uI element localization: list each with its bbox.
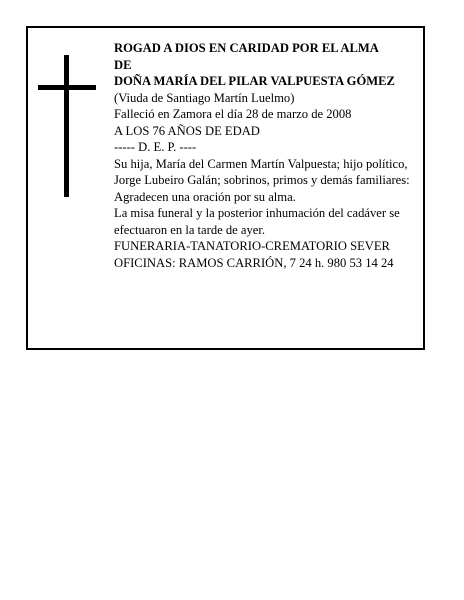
dep-line: ----- D. E. P. ---- xyxy=(114,140,197,154)
offices-line: OFICINAS: RAMOS CARRIÓN, 7 24 h. 980 53 14 24 xyxy=(114,255,394,270)
obituary-text xyxy=(114,40,426,271)
death-info: Falleció en Zamora el día 28 de marzo de 2008 xyxy=(114,107,352,121)
cross-horizontal-bar xyxy=(38,85,96,90)
header-line-1: ROGAD A DIOS EN CARIDAD POR EL ALMA xyxy=(114,41,379,55)
funeral-line: La misa funeral y la posterior inhumación del cadáver se efectuaron en la tarde de ayer. xyxy=(114,206,400,237)
header-line-2: DE xyxy=(114,57,132,72)
family-line: Su hija, María del Carmen Martín Valpuesta; hijo político, Jorge Lubeiro Galán; sobrinos, primos y demás familiares: xyxy=(114,156,410,187)
thanks-line: Agradecen una oración por su alma. xyxy=(114,189,296,204)
age-line: A LOS 76 AÑOS DE EDAD xyxy=(114,123,260,138)
funeral-home: FUNERARIA-TANATORIO-CREMATORIO SEVER xyxy=(114,239,390,253)
deceased-name: DOÑA MARÍA DEL PILAR VALPUESTA GÓMEZ xyxy=(114,74,395,88)
cross-vertical-bar xyxy=(64,55,69,197)
widow-of: (Viuda de Santiago Martín Luelmo) xyxy=(114,90,295,105)
